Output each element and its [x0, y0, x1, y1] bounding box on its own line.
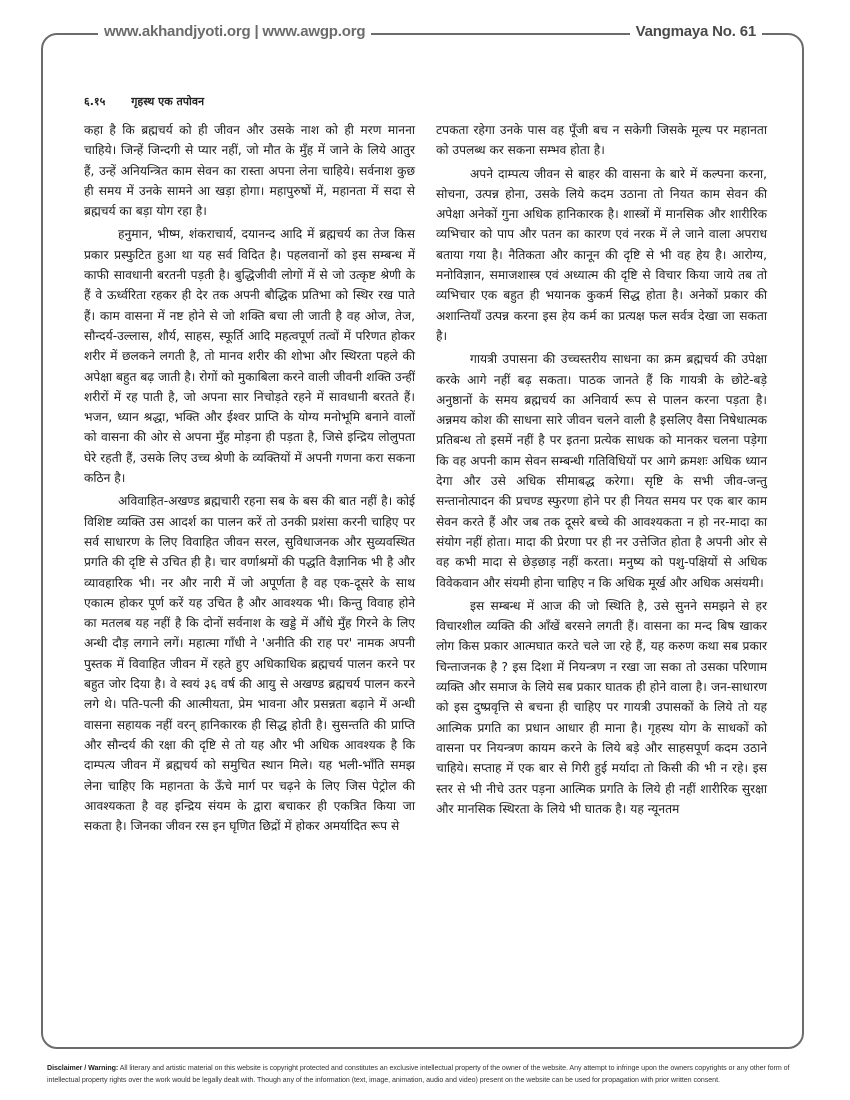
paragraph: टपकता रहेगा उनके पास वह पूँजी बच न सकेगी जिसके मूल्य पर महानता को उपलब्ध कर सकना सम्भव होता है। [436, 123, 767, 158]
disclaimer-text: All literary and artistic material on this website is copyright protected and constitutes an exclusive intellectual property of the owner of the website. Any attempt to infringe upon the owners copyrights or any other form of intellectual property rights over the work would be legally dealt with. Though any of the information (text, image, animation, audio and video) present on the website can be used for propagation with prior written consent. [47, 1064, 790, 1084]
section-title: गृहस्थ एक तपोवन [131, 95, 205, 108]
paragraph: अविवाहित-अखण्ड ब्रह्मचारी रहना सब के बस की बात नहीं है। कोई विशिष्ट व्यक्ति उस आदर्श का पालन करें तो उनकी प्रशंसा करनी चाहिए पर सर्व साधारण के लिए विवाहित जीवन सरल, सुविधाजनक और सुव्यवस्थित प्रगति की दृष्टि से उचित ही है। चार वर्णाश्रमों की पद्धति वैज्ञानिक भी है और व्यावहारिक भी। नर और नारी में जो अपूर्णता है वह एक-दूसरे के साथ एकात्म होकर पूर्ण करें यह उचित है और आवश्यक भी। किन्तु विवाह होने का मतलब यह नहीं है कि दोनों सर्वनाश के खड्डे में औंधे मुँह गिरने के लिए अन्धी दौड़ लगाने लगें। महात्मा गाँधी ने 'अनीति की राह पर' नामक अपनी पुस्तक में विवाहित जीवन में रहते हुए अधिकाधिक ब्रह्मचर्य पालन करने पर बहुत जोर दिया है। वे स्वयं ३६ वर्ष की आयु से अखण्ड ब्रह्मचर्य पालन करने लगे थे। पति-पत्नी की आत्मीयता, प्रेम भावना और प्रसन्नता बढ़ाने में अन्धी वासना सहायक नहीं वरन् हानिकारक ही सिद्ध होती है। सुसन्तति की प्राप्ति और सौन्दर्य की रक्षा की दृष्टि से तो यह और भी अधिक आवश्यक है कि दाम्पत्य जीवन में ब्रह्मचर्य को समुचित स्थान मिले। यह भली-भाँति समझ लेना चाहिए कि महानता के ऊँचे मार्ग पर चढ़ने के लिए जिस पेट्रोल की आवश्यकता है वह इन्द्रिय संयम के द्वारा बचाकर ही एकत्रित किया जा सकता है। जिनका जीवन रस इन घृणित छिद्रों में होकर अमर्यादित रूप से [84, 494, 415, 834]
left-column [84, 120, 415, 839]
website-links[interactable]: www.akhandjyoti.org | www.awgp.org [98, 22, 371, 42]
vangmaya-number: Vangmaya No. 61 [630, 22, 762, 42]
section-heading [84, 94, 204, 109]
right-column [436, 120, 767, 822]
paragraph: गायत्री उपासना की उच्चस्तरीय साधना का क्रम ब्रह्मचर्य की उपेक्षा करके आगे नहीं बढ़ सकता। पाठक जानते हैं कि गायत्री के छोटे-बड़े अनुष्ठानों के समय ब्रह्मचर्य का अनिवार्य रूप से पालन करना पड़ता है। अन्नमय कोश की साधना सारे जीवन चलने वाली है इसलिए वैसा निषेधात्मक प्रतिबन्ध तो इसमें नहीं है पर इतना प्रत्येक साधक को मानकर चलना पड़ेगा कि वह अपनी काम सेवन सम्बन्धी गतिविधियों पर आगे क्रमशः अधिक ध्यान देगा और उसे अधिक सीमाबद्ध करेगा। सृष्टि के सभी जीव-जन्तु सन्तानोत्पादन की प्रचण्ड स्फुरणा होने पर ही नियत समय पर एक बार काम सेवन करते हैं और जब तक दूसरे बच्चे की आवश्यकता न हो नर-मादा का संयोग नहीं होता। मादा की प्रेरणा पर ही नर उत्तेजित होता है अपनी ओर से वह कभी मादा से छेड़छाड़ नहीं करता। मनुष्य को पशु-पक्षियों से अधिक विवेकवान और संयमी होना चाहिए न कि अधिक मूर्ख और अधिक असंयमी। [436, 352, 767, 590]
section-number: ६.१५ [84, 95, 106, 108]
paragraph: कहा है कि ब्रह्मचर्य को ही जीवन और उसके नाश को ही मरण मानना चाहिये। जिन्हें जिन्दगी से प्यार नहीं, जो मौत के मुँह में जाने के लिये आतुर हैं, उन्हें अनियन्त्रित काम सेवन का रास्ता अपना लेना चाहिये। सर्वनाश कुछ ही समय में उनके सामने आ खड़ा होगा। महापुरुषों में, महानता में सदा से ब्रह्मचर्य का बड़ा योग रहा है। [84, 123, 415, 219]
paragraph: इस सम्बन्ध में आज की जो स्थिति है, उसे सुनने समझने से हर विचारशील व्यक्ति की आँखें बरसने लगती हैं। वासना का मन्द बिष खाकर लोग किस प्रकार आत्मघात करते चले जा रहे हैं, यह करुण कथा सब प्रकार चिन्ताजनक है ? इस दिशा में नियन्त्रण न रखा जा सका तो उसका परिणाम व्यक्ति और समाज के लिये सब प्रकार घातक ही होने वाला है। जन-साधारण को इस दुष्प्रवृत्ति से बचना ही चाहिए पर गायत्री उपासकों के लिये तो यह आत्मिक प्रगति का प्रधान आधार ही माना है। गृहस्थ योग के साधकों को वासना पर नियन्त्रण कायम करने के लिये बड़े और साहसपूर्ण कदम उठाने चाहिये। सप्ताह में एक बार से गिरी हुई मर्यादा तो किसी की भी न रहे। इस स्तर से भी नीचे उतर पड़ना आत्मिक प्रगति के लिये ही नहीं शारीरिक सुरक्षा और मानसिक स्थिरता के लिये भी घातक है। यह न्यूनतम [436, 598, 767, 816]
disclaimer [47, 1063, 807, 1086]
disclaimer-label: Disclaimer / Warning: [47, 1064, 119, 1072]
paragraph: अपने दाम्पत्य जीवन से बाहर की वासना के बारे में कल्पना करना, सोचना, उत्पन्न होना, उसके लिये कदम उठाना तो नियत काम सेवन की अपेक्षा अनेकों गुना अधिक हानिकारक है। शास्त्रों में मानसिक और शारीरिक व्यभिचार को पाप और पतन का कारण एवं नरक में ले जाने वाला अपराध बताया गया है। नैतिकता और कानून की दृष्टि से भी वह हेय है। आरोग्य, मनोविज्ञान, समाजशास्त्र एवं अध्यात्म की दृष्टि से विचार किया जाये तब तो व्यभिचार एक बहुत ही भयानक कुकर्म सिद्ध होता है। अनेकों प्रकार की अशान्तियाँ उत्पन्न करना इस हेय कर्म का प्रत्यक्ष फल सर्वत्र देखा जा सकता है। [436, 166, 767, 343]
paragraph: हनुमान, भीष्म, शंकराचार्य, दयानन्द आदि में ब्रह्मचर्य का तेज किस प्रकार प्रस्फुटित हुआ था यह सर्व विदित है। पहलवानों को इस सम्बन्ध में काफी सावधानी बरतनी पड़ती है। बुद्धिजीवी लोगों में से जो उत्कृष्ट श्रेणी के हैं वे ऊर्ध्वरिता रहकर ही देर तक अपनी बौद्धिक प्रतिभा को स्थिर रख पाते हैं। काम वासना में नष्ट होने से जो शक्ति बचा ली जाती है वह ओज, तेज, सौन्दर्य-उल्लास, शौर्य, साहस, स्फूर्ति आदि महत्वपूर्ण तत्वों में परिणत होकर शरीर में छलकने लगती है, तो मानव शरीर की शोभा और स्थिरता पहले की अपेक्षा बहुत बढ़ जाती है। रोगों को मुकाबिला करने वाली जीवनी शक्ति उन्हीं शरीरों में रह पाती है, जो अपना सार निचोड़ते रहने में सावधानी बरतते हैं। भजन, ध्यान श्रद्धा, भक्ति और ईश्वर प्राप्ति के योग्य मनोभूमि बनाने वालों को वासना की ओर से अपना मुँह मोड़ना ही पड़ता है, जिसे इन्द्रिय लोलुपता घेरे रहती हैं, उसके लिए उच्च श्रेणी के व्यक्तियों में अपनी गणना करा सकना कठिन है। [84, 227, 415, 486]
